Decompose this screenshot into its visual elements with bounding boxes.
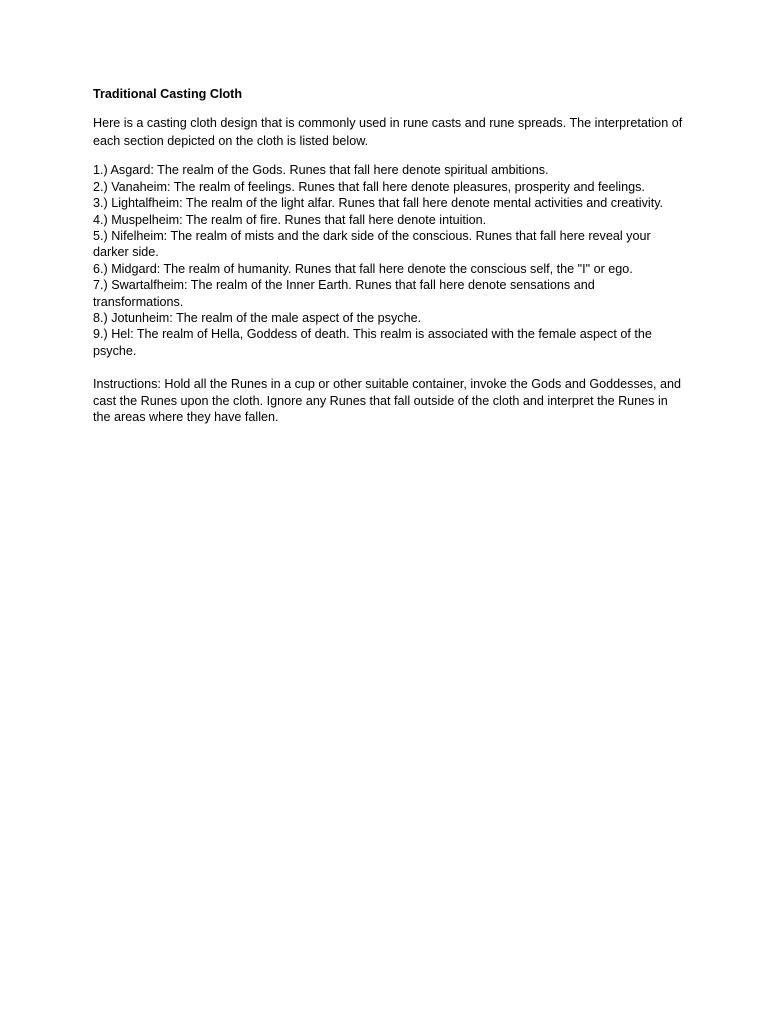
realm-item-hel: 9.) Hel: The realm of Hella, Goddess of death. This realm is associated with the female aspect of the psyche. [93, 327, 652, 358]
realm-item-muspelheim: 4.) Muspelheim: The realm of fire. Runes that fall here denote intuition. [93, 212, 487, 227]
document-title: Traditional Casting Cloth [93, 87, 243, 101]
intro-paragraph: Here is a casting cloth design that is commonly used in rune casts and rune spreads. The interpretation of each section depicted on the cloth is listed below. [93, 116, 683, 149]
realm-item-nifelheim: 5.) Nifelheim: The realm of mists and the dark side of the conscious. Runes that fall here reveal your darker side. [93, 229, 651, 260]
realm-item-asgard: 1.) Asgard: The realm of the Gods. Runes that fall here denote spiritual ambitions. [93, 163, 549, 178]
realm-item-swartalfheim: 7.) Swartalfheim: The realm of the Inner Earth. Runes that fall here denote sensations and transformations. [93, 278, 595, 309]
realm-item-midgard: 6.) Midgard: The realm of humanity. Runes that fall here denote the conscious self, the "I" or ego. [93, 261, 633, 276]
realm-list [93, 162, 683, 359]
document-page [93, 86, 683, 426]
realm-item-vanaheim: 2.) Vanaheim: The realm of feelings. Runes that fall here denote pleasures, prosperity and feelings. [93, 179, 645, 194]
instructions-paragraph: Instructions: Hold all the Runes in a cup or other suitable container, invoke the Gods and Goddesses, and cast the Runes upon the cloth. Ignore any Runes that fall outside of the cloth and interpret the Runes in the areas where they have fallen. [93, 377, 682, 425]
realm-item-lightalfheim: 3.) Lightalfheim: The realm of the light alfar. Runes that fall here denote mental activities and creativity. [93, 196, 664, 211]
realm-item-jotunheim: 8.) Jotunheim: The realm of the male aspect of the psyche. [93, 311, 422, 326]
